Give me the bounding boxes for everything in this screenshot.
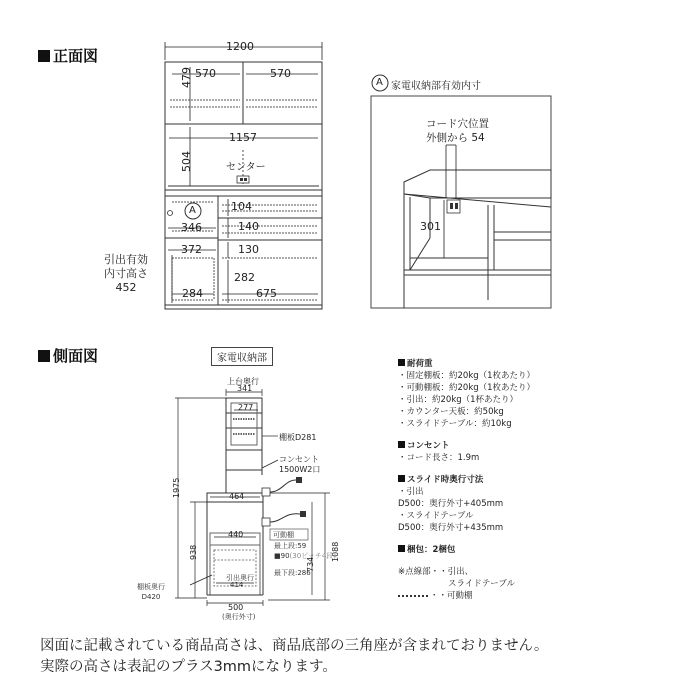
load-title: 耐荷重	[398, 358, 535, 370]
dim-height-1088: 1088	[331, 541, 340, 562]
dim-upper-height: 479	[180, 67, 193, 88]
dim-middle-width: 1157	[229, 131, 257, 144]
dim-height-938: 938	[189, 544, 198, 560]
dim-height-734: 734	[306, 556, 315, 572]
square-bullet-icon	[398, 441, 405, 448]
dim-total-height: 1975	[172, 477, 181, 498]
detail-title: 家電収納部有効内寸	[391, 81, 481, 92]
slide-item: ・スライドテーブル	[398, 511, 474, 521]
dim-bottom-284: 284	[182, 287, 203, 300]
load-item: ・スライドテーブル：約10kg	[398, 419, 512, 429]
dim-bottom-675: 675	[256, 287, 277, 300]
dim-middle-height: 504	[180, 151, 193, 172]
hatched-line-icon	[398, 595, 428, 597]
bottom-stage-label: 最下段:286	[274, 569, 311, 577]
dim-drawer-140: 140	[238, 220, 259, 233]
front-marker-a: A	[189, 205, 196, 216]
outlet-title: コンセント	[398, 440, 535, 452]
load-item: ・固定棚板：約20kg（1枚あたり）	[398, 371, 536, 381]
outlet-label: コンセント 1500W2口	[279, 455, 321, 474]
movable-shelf-label: 可動棚	[273, 531, 294, 539]
top-stage-label: 最上段:59	[274, 542, 307, 550]
footer-line-1: 図面に記載されている商品高さは、商品底部の三角座が含まれておりません。	[40, 638, 549, 654]
detail-marker-a: A	[376, 77, 383, 88]
dim-drawer-top: 104	[231, 200, 252, 213]
package-title: 梱包：2梱包	[398, 544, 535, 556]
drawer-inner-height-label: 引出有効 内寸高さ 452	[104, 253, 148, 294]
dim-counter-464: 464	[229, 492, 245, 501]
dim-bottom-depth: 500	[228, 603, 244, 612]
legend-dotted-2: スライドテーブル	[448, 579, 515, 589]
slide-item: D500：奥行外寸+405mm	[398, 499, 504, 509]
pitch-label: ■90(30ピッチ4段)	[274, 552, 337, 560]
load-item: ・引出：約20kg（1杯あたり）	[398, 395, 519, 405]
dim-301: 301	[420, 220, 441, 233]
notes-block	[398, 358, 535, 602]
slide-title: スライド時奥行寸法	[398, 474, 535, 486]
square-bullet-icon	[398, 545, 405, 552]
cord-hole-label: コード穴位置 外側から 54	[426, 118, 489, 144]
dim-top-depth: 341	[237, 384, 253, 393]
footer-note	[40, 636, 548, 678]
side-view-title: 側面図	[38, 345, 98, 366]
shelf-board-label: 棚板D281	[279, 433, 317, 442]
bottom-depth-note: (奥行外寸)	[222, 613, 256, 621]
square-bullet-icon	[398, 359, 405, 366]
dim-shelf-277: 277	[238, 403, 254, 412]
drawer-depth-label: 引出奥行	[226, 574, 254, 582]
dim-right-282: 282	[234, 271, 255, 284]
load-item: ・可動棚板：約20kg（1枚あたり）	[398, 383, 536, 393]
legend-hatched: ・・可動棚	[398, 590, 535, 602]
front-view-title: 正面図	[38, 45, 98, 66]
down-arrow-icon: ■	[274, 552, 281, 560]
top-depth-label: 上台奥行	[227, 377, 259, 386]
dim-total-width: 1200	[226, 40, 254, 53]
dim-inner-440: 440	[228, 530, 244, 539]
slide-item: ・引出	[398, 487, 424, 497]
legend-dotted: ※点線部・・引出、	[398, 567, 474, 577]
shelf-depth-label: 棚板奥行 D420	[137, 583, 165, 601]
square-bullet-icon	[398, 475, 405, 482]
dim-right-130: 130	[238, 243, 259, 256]
footer-line-2: 実際の高さは表記のプラス3mmになります。	[40, 659, 337, 675]
dim-upper-left: 570	[195, 67, 216, 80]
dim-left-372: 372	[181, 243, 202, 256]
load-item: ・カウンター天板：約50kg	[398, 407, 504, 417]
dim-left-346: 346	[181, 221, 202, 234]
dim-upper-right: 570	[270, 67, 291, 80]
center-label: センター	[226, 162, 266, 173]
appliance-storage-callout: 家電収納部	[211, 347, 273, 366]
slide-item: D500：奥行外寸+435mm	[398, 523, 504, 533]
dim-drawer-depth: 414	[230, 581, 244, 589]
outlet-item: ・コード長さ：1.9m	[398, 453, 480, 463]
